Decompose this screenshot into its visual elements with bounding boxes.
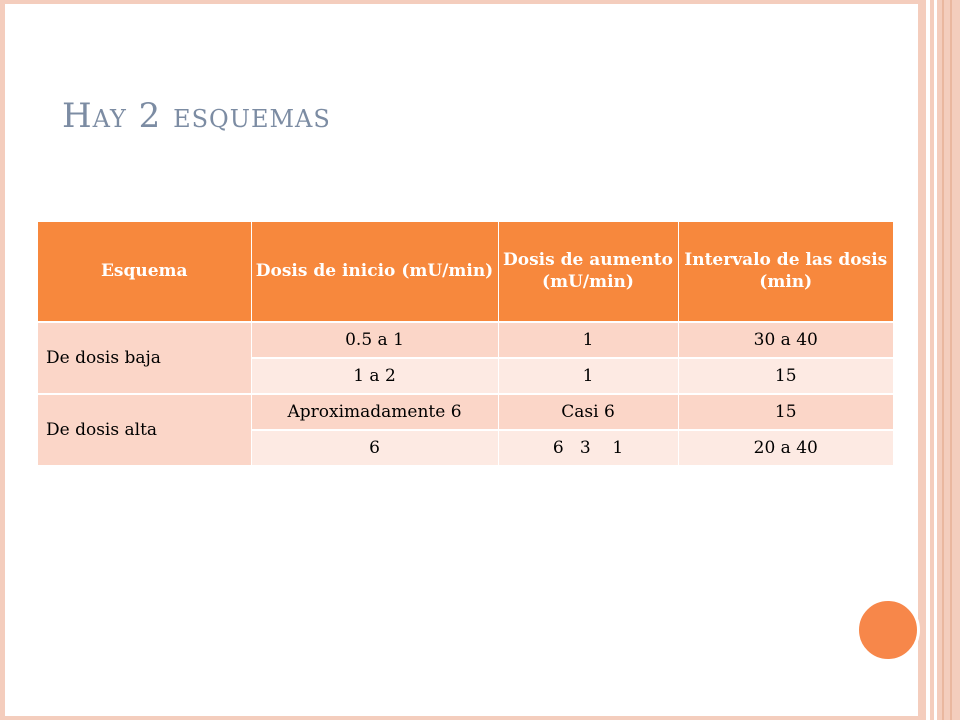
table-row	[38, 394, 893, 430]
right-stripe	[937, 0, 960, 720]
header-dosis-aumento	[498, 222, 678, 322]
right-stripe	[950, 0, 952, 720]
right-stripe	[918, 0, 926, 720]
frame-bottom-border	[0, 716, 960, 720]
right-stripe	[942, 0, 944, 720]
row-label-dosis-alta: De dosis alta	[38, 394, 251, 465]
cell-dosis-inicio: 0.5 a 1	[251, 322, 498, 358]
cell-intervalo: 30 a 40	[678, 322, 893, 358]
cell-intervalo: 20 a 40	[678, 430, 893, 465]
cell-dosis-inicio: 1 a 2	[251, 358, 498, 394]
cell-dosis-inicio: 6	[251, 430, 498, 465]
cell-intervalo: 15	[678, 358, 893, 394]
decorative-circle	[856, 598, 920, 662]
table-row	[38, 322, 893, 358]
dosing-table	[38, 222, 893, 465]
cell-dosis-aumento: 1	[498, 358, 678, 394]
row-label-dosis-baja: De dosis baja	[38, 322, 251, 394]
header-dosis-inicio-text: Dosis de inicio (mU/min)	[255, 260, 494, 281]
header-esquema: Esquema	[38, 222, 251, 322]
header-intervalo	[678, 222, 893, 322]
cell-dosis-inicio: Aproximadamente 6	[251, 394, 498, 430]
frame-left-border	[0, 0, 5, 720]
table-header-row	[38, 222, 893, 322]
header-intervalo-text: Intervalo de las dosis (min)	[684, 250, 888, 292]
slide-title: Hay 2 esquemas	[62, 96, 331, 136]
cell-dosis-aumento: 1	[498, 322, 678, 358]
header-dosis-inicio	[251, 222, 498, 322]
cell-dosis-aumento: Casi 6	[498, 394, 678, 430]
cell-dosis-aumento: 6 3 1	[498, 430, 678, 465]
cell-intervalo: 15	[678, 394, 893, 430]
header-dosis-aumento-text: Dosis de aumento (mU/min)	[503, 250, 673, 292]
frame-top-border	[0, 0, 960, 4]
